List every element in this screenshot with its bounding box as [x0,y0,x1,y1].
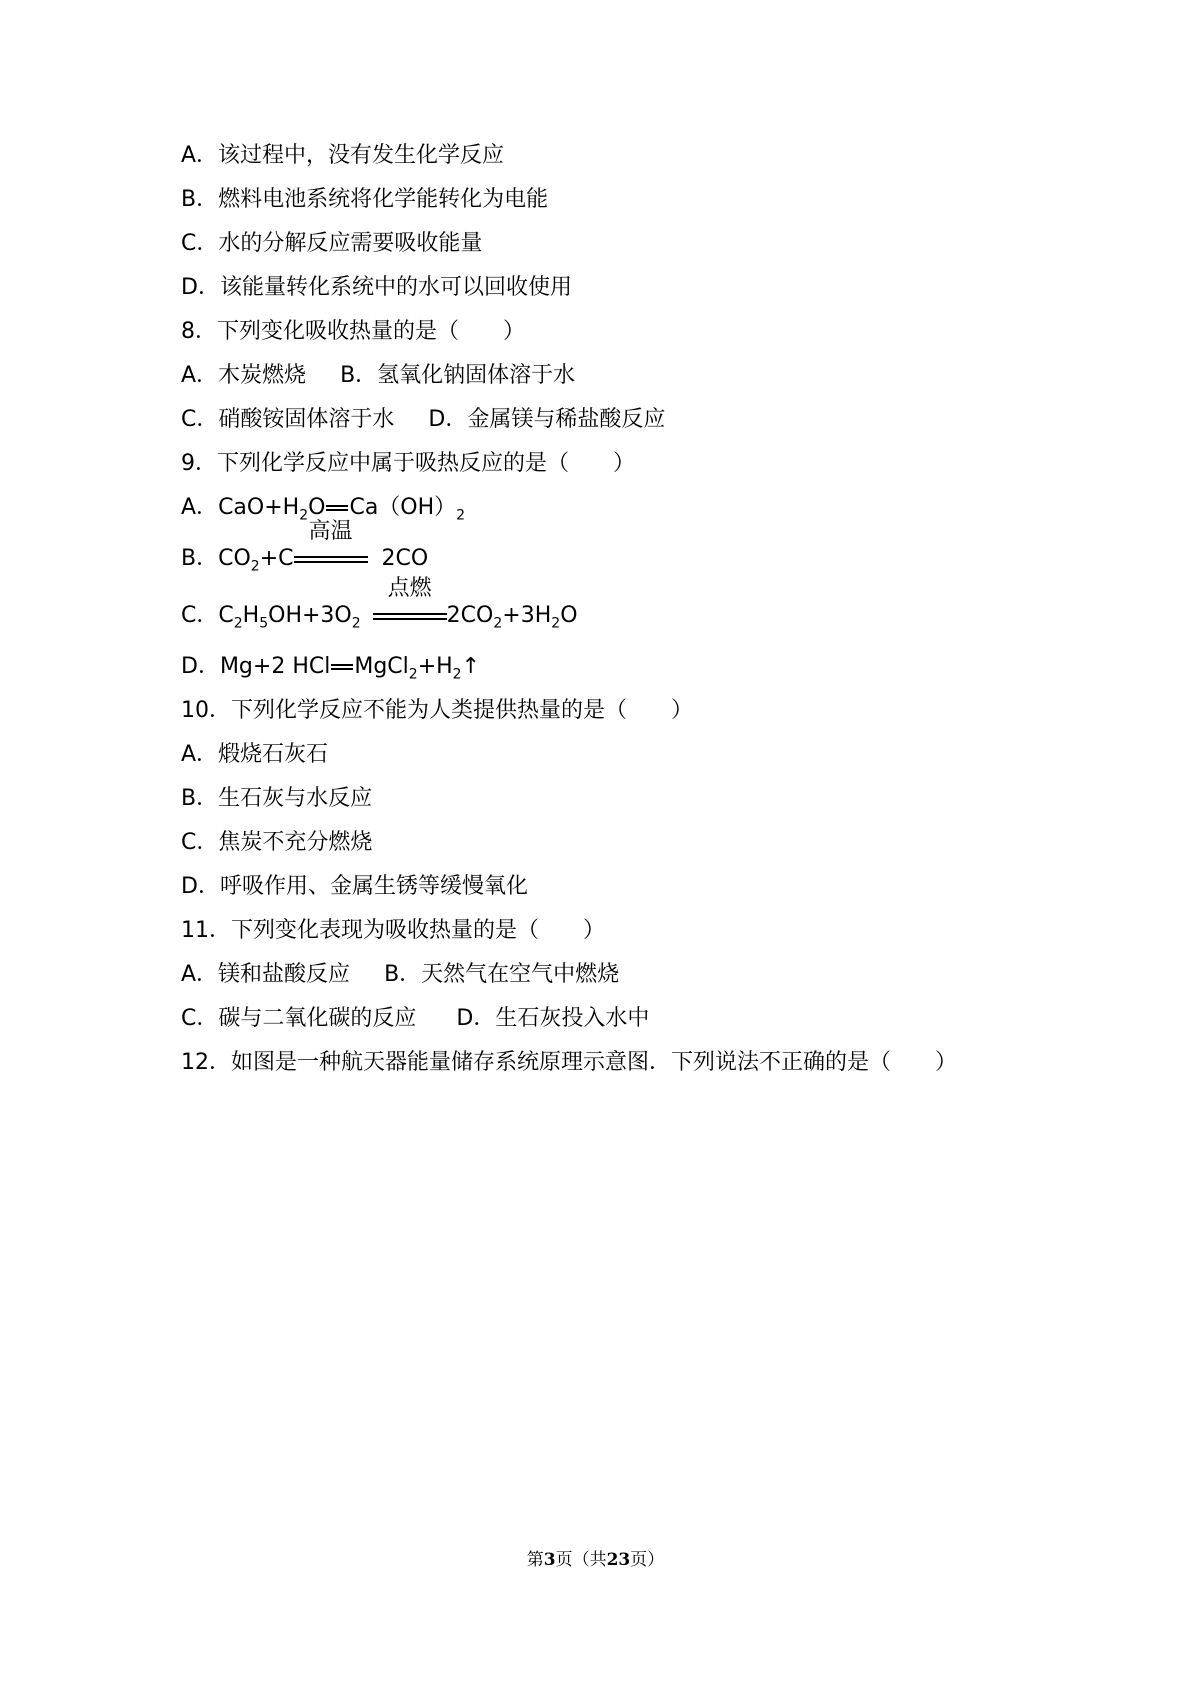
double-bar [373,613,447,620]
q10-option-c: C．焦炭不充分燃烧 [181,830,373,855]
option-label: A． [181,495,219,520]
reaction-arrow [373,576,447,631]
q8-option-d: D．金属镁与稀盐酸反应 [428,407,666,432]
q10-option-b: B．生石灰与水反应 [181,786,373,811]
q11-option-d: D．生石灰投入水中 [456,1006,650,1031]
reaction-condition: 高温 [308,519,353,544]
question-8-options-ab [181,361,575,391]
footer-text: 第 [526,1550,544,1570]
option-label: B． [181,546,219,571]
page-footer [0,1548,1191,1572]
option-a-line: A．该过程中，没有发生化学反应 [181,143,505,168]
subscript: 2 [299,507,309,524]
page-number: 3 [543,1550,556,1570]
subscript: 2 [351,615,361,632]
gas-arrow-icon: ↑ [461,654,481,679]
reaction-condition: 点燃 [387,576,432,601]
question-8-options-cd [181,405,665,435]
equation-text: +H [417,654,453,679]
subscript: 2 [408,666,418,683]
footer-text: 页（共 [555,1550,607,1570]
question-11-options-cd [181,1004,649,1034]
footer-text: 页） [630,1550,665,1570]
q11-option-c: C．碳与二氧化碳的反应 [181,1006,417,1031]
subscript: 2 [452,666,462,683]
equation-text: MgCl [354,654,409,679]
question-9: 9．下列化学反应中属于吸热反应的是（ ） [181,451,635,476]
subscript: 2 [551,615,561,632]
q11-option-b: B．天然气在空气中燃烧 [384,962,620,987]
equals-sign [326,505,348,511]
question-11: 11．下列变化表现为吸收热量的是（ ） [181,918,605,943]
q8-option-c: C．硝酸铵固体溶于水 [181,407,395,432]
reaction-arrow [294,519,368,574]
equation-text: 2CO [381,546,429,571]
question-8: 8．下列变化吸收热量的是（ ） [181,319,525,344]
q8-option-a: A．木炭燃烧 [181,363,307,388]
q9-option-d [181,652,480,689]
option-c-line: C．水的分解反应需要吸收能量 [181,231,483,256]
question-10: 10．下列化学反应不能为人类提供热量的是（ ） [181,698,693,723]
question-11-options-ab [181,960,619,990]
double-bar [294,556,368,563]
equation-text: H [242,603,260,628]
subscript: 2 [250,558,260,575]
subscript: 2 [233,615,243,632]
q10-option-a: A．煅烧石灰石 [181,742,329,767]
equals-sign [331,664,353,670]
equation-text: C [218,603,234,628]
total-pages: 23 [606,1550,631,1570]
equation-text: +3H [502,603,552,628]
option-label: D． [181,654,220,679]
q8-option-b: B．氢氧化钠固体溶于水 [340,363,576,388]
option-b-line: B．燃料电池系统将化学能转化为电能 [181,187,549,212]
equation-text: CaO+H [218,495,300,520]
equation-text: O [560,603,578,628]
q11-option-a: A．镁和盐酸反应 [181,962,351,987]
question-12: 12．如图是一种航天器能量储存系统原理示意图．下列说法不正确的是（ ） [181,1050,957,1075]
equation-text: OH+3O [268,603,352,628]
subscript: 2 [456,507,466,524]
subscript: 5 [259,615,269,632]
equation-text: Mg+2 HCl [219,654,331,679]
equation-text: Ca（OH） [349,495,457,520]
q10-option-d: D．呼吸作用、金属生锈等缓慢氧化 [181,874,528,899]
q9-option-c [181,576,578,638]
equation-text: CO [218,546,251,571]
option-d-line: D．该能量转化系统中的水可以回收使用 [181,275,572,300]
equation-text: 2CO [446,603,494,628]
equation-text: O [308,495,326,520]
subscript: 2 [493,615,503,632]
option-label: C． [181,603,219,628]
equation-text: +C [259,546,294,571]
